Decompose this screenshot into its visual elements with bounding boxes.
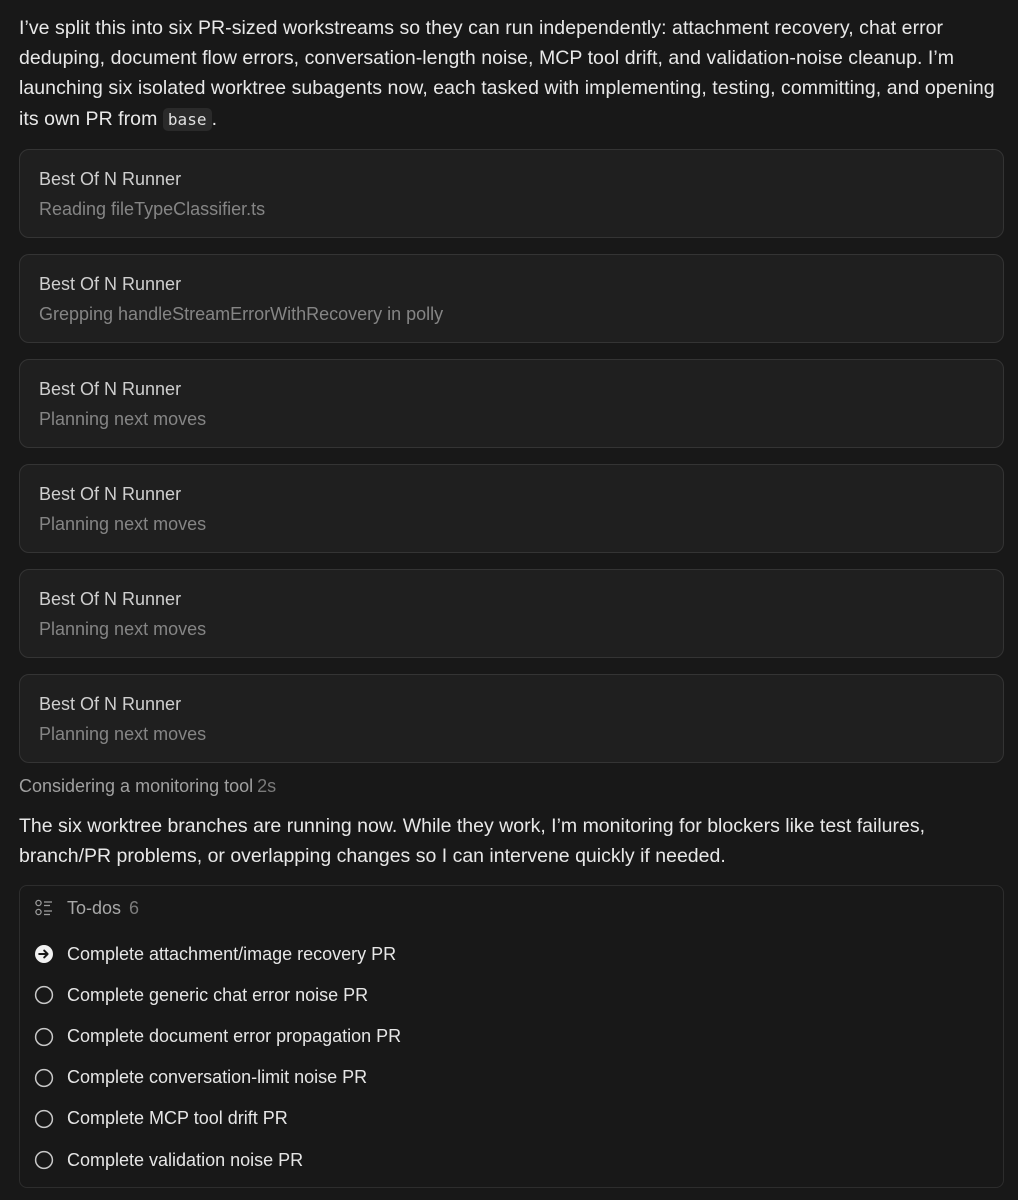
intro-text-end: .: [211, 107, 218, 130]
status-message: The six worktree branches are running now. While they work, I’m monitoring for blockers like test failures, branch/PR problems, or overlapping changes so I can intervene quickly if needed.: [19, 814, 926, 868]
arrow-circle-icon: [34, 944, 54, 964]
list-icon: [34, 898, 54, 918]
runner-title: Best Of N Runner: [39, 378, 182, 399]
todo-header[interactable]: [34, 897, 989, 919]
runner-status: Reading fileTypeClassifier.ts: [39, 198, 266, 219]
inline-code-base: base: [163, 108, 212, 131]
runner-title: Best Of N Runner: [39, 693, 182, 714]
todo-item-1[interactable]: [34, 943, 989, 965]
thinking-indicator[interactable]: [19, 775, 1003, 797]
todo-label: Complete attachment/image recovery PR: [67, 943, 397, 964]
subagent-runner-list: [19, 149, 1003, 763]
runner-status: Planning next moves: [39, 723, 207, 744]
todo-label: Complete document error propagation PR: [67, 1026, 402, 1047]
circle-icon: [34, 1027, 54, 1047]
subagent-runner-card-3[interactable]: [19, 359, 1004, 448]
runner-status: Grepping handleStreamErrorWithRecovery in polly: [39, 303, 444, 324]
circle-icon: [34, 1109, 54, 1129]
todo-label: Complete MCP tool drift PR: [67, 1108, 288, 1129]
intro-message: [19, 13, 1003, 135]
todo-item-2[interactable]: [34, 984, 989, 1006]
runner-title: Best Of N Runner: [39, 483, 182, 504]
todo-panel: [19, 885, 1004, 1188]
todo-item-3[interactable]: [34, 1026, 989, 1048]
runner-title: Best Of N Runner: [39, 588, 182, 609]
todo-item-6[interactable]: [34, 1149, 989, 1171]
runner-title: Best Of N Runner: [39, 168, 182, 189]
todo-list: [34, 943, 989, 1171]
circle-icon: [34, 985, 54, 1005]
thinking-duration: 2s: [257, 775, 277, 796]
runner-status: Planning next moves: [39, 618, 207, 639]
circle-icon: [34, 1068, 54, 1088]
todo-label: Complete generic chat error noise PR: [67, 984, 369, 1005]
subagent-runner-card-4[interactable]: [19, 464, 1004, 553]
todo-label: Complete validation noise PR: [67, 1149, 304, 1170]
intro-text: I’ve split this into six PR-sized workstreams so they can run independently: attachment recovery, chat error deduping, document flow errors, conversation-length noise, MCP tool drift, and validation-noise cleanup. I’m launching six isolated worktree subagents now, each tasked with implementing, testing, committing, and opening its own PR from: [19, 17, 995, 130]
todo-item-4[interactable]: [34, 1067, 989, 1089]
subagent-runner-card-6[interactable]: [19, 674, 1004, 763]
todo-count: 6: [129, 897, 140, 918]
circle-icon: [34, 1150, 54, 1170]
subagent-runner-card-2[interactable]: [19, 254, 1004, 343]
todo-item-5[interactable]: [34, 1108, 989, 1130]
todo-header-label: To-dos: [67, 897, 122, 918]
runner-title: Best Of N Runner: [39, 273, 182, 294]
thinking-label: Considering a monitoring tool: [19, 775, 254, 796]
runner-status: Planning next moves: [39, 408, 207, 429]
subagent-runner-card-1[interactable]: [19, 149, 1004, 238]
runner-status: Planning next moves: [39, 513, 207, 534]
todo-label: Complete conversation-limit noise PR: [67, 1067, 368, 1088]
subagent-runner-card-5[interactable]: [19, 569, 1004, 658]
